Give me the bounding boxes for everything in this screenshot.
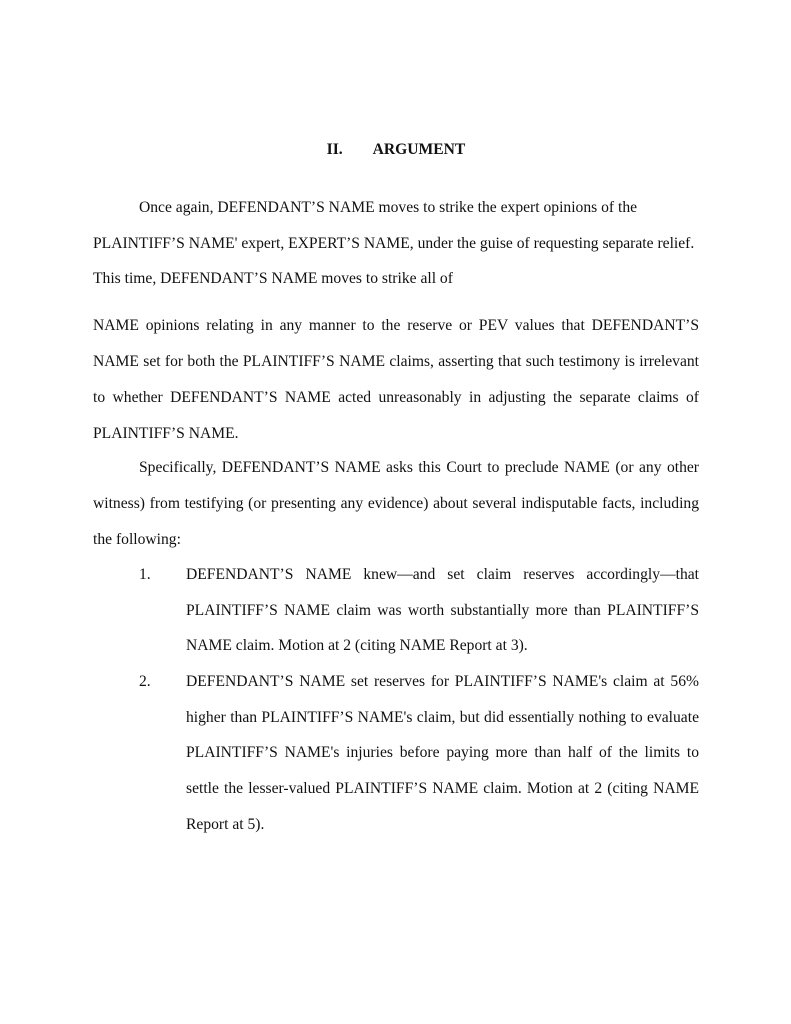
list-item-text: DEFENDANT’S NAME set reserves for PLAINTIFF’S NAME's claim at 56% higher than PLAINTIFF’S NAME's claim, but did essentially nothing to evaluate PLAINTIFF’S NAME's injuries before paying more than half of the limits to settle the lesser-valued PLAINTIFF’S NAME claim. Motion at 2 (citing NAME Report at 5). [186,673,699,833]
paragraph-specifically-text: Specifically, DEFENDANT’S NAME asks this Court to preclude NAME (or any other witness) from testifying (or presenting any evidence) about several indisputable facts, including the following: [93,459,699,548]
paragraph-intro-text: Once again, DEFENDANT’S NAME moves to strike the expert opinions of the PLAINTIFF’S NAME' expert, EXPERT’S NAME, under the guise of requesting separate relief. This time, DEFENDANT’S NAME moves to strike all of [93,199,695,287]
paragraph-opinions: NAME opinions relating in any manner to the reserve or PEV values that DEFENDANT’S NAME set for both the PLAINTIFF’S NAME claims, asserting that such testimony is irrelevant to whether DEFENDANT’S NAME acted unreasonably in adjusting the separate claims of PLAINTIFF’S NAME. [93,317,699,442]
section-number: II. [326,141,343,158]
document-page [93,0,699,1024]
list-item [93,557,699,664]
facts-list-item-1-wrapper [93,557,699,664]
section-title: ARGUMENT [372,141,466,158]
paragraph-intro [93,190,699,297]
list-item-text: DEFENDANT’S NAME knew—and set claim reserves accordingly—that PLAINTIFF’S NAME claim was worth substantially more than PLAINTIFF’S NAME claim. Motion at 2 (citing NAME Report at 3). [186,566,699,655]
list-item [93,664,699,843]
facts-list-item-2-wrapper [93,664,699,843]
section-heading [93,139,699,161]
paragraph-specifically [93,450,699,558]
list-item-number: 1. [139,566,151,583]
list-item-number: 2. [139,673,151,690]
